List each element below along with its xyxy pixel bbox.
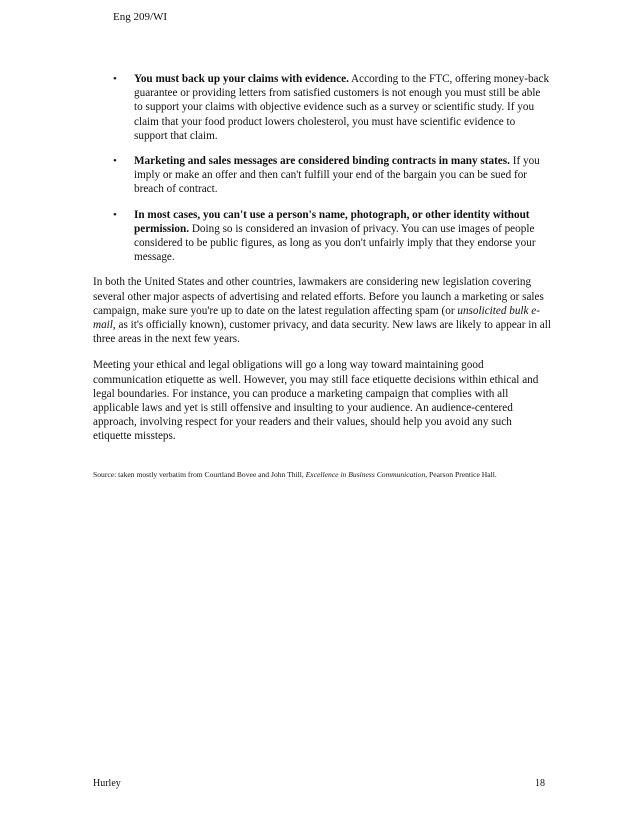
source-text: , Pearson Prentice Hall. (425, 470, 497, 479)
bullet-item-evidence (93, 72, 551, 143)
footer-author: Hurley (93, 778, 121, 789)
source-book-title: Excellence in Business Communication (305, 470, 426, 479)
source-text: Source: taken mostly verbatim from Courtland Bovee and John Thill, (93, 470, 306, 479)
bullet-dot-icon: • (113, 73, 117, 85)
bullet-list (93, 72, 551, 264)
bullet-lead: You must back up your claims with evidence. (134, 73, 349, 85)
bullet-lead: Marketing and sales messages are considered binding contracts in many states. (134, 155, 510, 168)
paragraph-text: In both the United States and other countries, lawmakers are considering new legislation covering several other major aspects of advertising and related efforts. Before you launch a marketing or sales campaign, make sure you're up to date on the latest regulation affecting spam (or (93, 276, 544, 317)
bullet-lead: In most cases, you can't use a person's name, photograph, or other identity without permission. (134, 208, 530, 235)
bullet-text: Doing so is considered an invasion of privacy. You can use images of people considered to be public figures, as long as you don't unfairly imply that they endorse your message. (134, 222, 536, 264)
page-number: 18 (535, 778, 545, 789)
bullet-item-contracts (93, 154, 551, 197)
bullet-item-privacy (93, 208, 551, 265)
paragraph-text: as it's officially known), customer privacy, and data security. New laws are likely to appear in all three areas in the next few years. (93, 319, 551, 346)
main-content (93, 72, 551, 456)
bullet-text: If you imply or make an offer and then can't fulfill your end of the bargain you can be sued for breach of contract. (134, 155, 540, 196)
bullet-text: According to the FTC, offering money-back guarantee or providing letters from satisfied customers is not enough you must still be able to support your claims with objective evidence such as a survey or scientific study. If you claim that your food product lowers cholesterol, you must have scientific evidence to support that claim. (134, 73, 550, 142)
source-citation (93, 470, 563, 480)
paragraph-etiquette: Meeting your ethical and legal obligations will go a long way toward maintaining good communication etiquette as well. However, you may still face etiquette decisions within ethical and legal boundaries. For instance, you can produce a marketing campaign that complies with all applicable laws and yet is still offensive and insulting to your audience. An audience-centered approach, involving respect for your readers and their values, should help you avoid any such etiquette missteps. (93, 359, 539, 443)
paragraph-emphasis: unsolicited bulk e-mail, (93, 304, 540, 332)
bullet-dot-icon: • (113, 155, 117, 168)
paragraph-legislation (93, 275, 551, 346)
bullet-dot-icon: • (113, 208, 117, 221)
page-header: Eng 209/WI (113, 11, 168, 23)
